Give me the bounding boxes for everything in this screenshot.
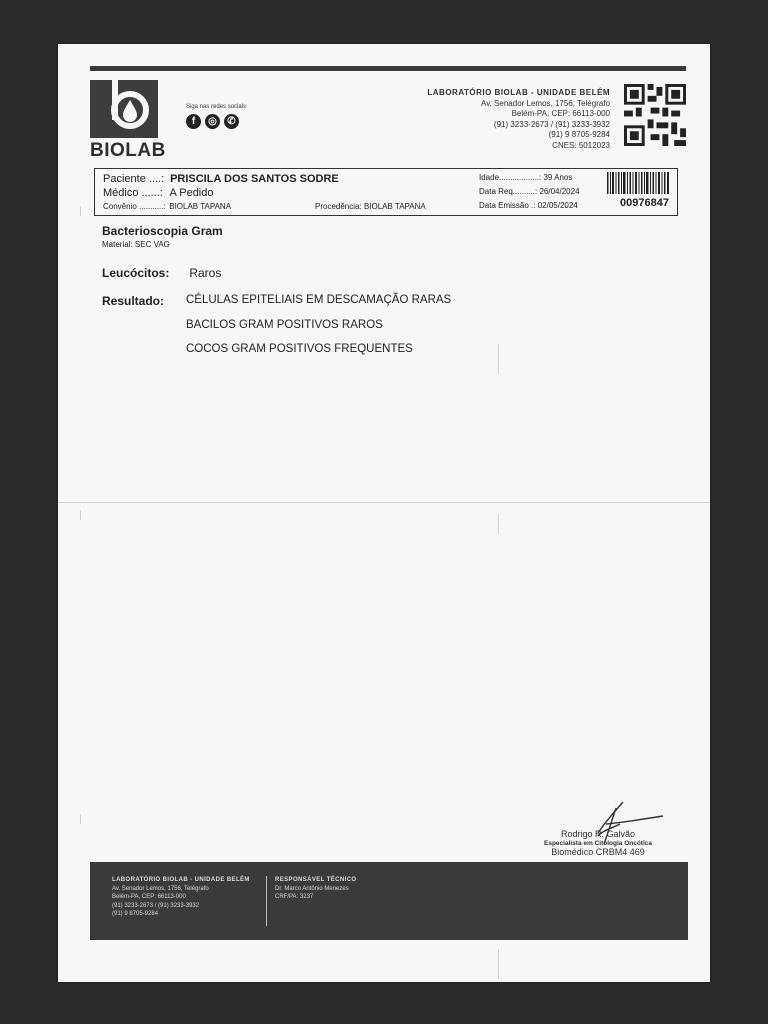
- whatsapp-icon[interactable]: ✆: [224, 114, 239, 129]
- lab-contact-info: LABORATÓRIO BIOLAB - UNIDADE BELÉM Av. Senador Lemos, 1756, Telégrafo Belém-PA, CEP: 66113-000 (91) 3233-2673 / (91) 3233-3932 (91) 9 8705-9284 CNES: 5012023: [427, 88, 610, 150]
- scan-mark: [498, 344, 499, 374]
- scan-mark: [80, 510, 81, 520]
- patient-name: PRISCILA DOS SANTOS SODRE: [170, 173, 339, 185]
- scan-mark: [498, 514, 499, 534]
- scan-mark: [498, 949, 499, 979]
- result-line: CÉLULAS EPITELIAIS EM DESCAMAÇÃO RARAS: [186, 294, 452, 306]
- material-line: Material: SEC VAG: [102, 240, 170, 249]
- origin: BIOLAB TAPANA: [363, 202, 426, 211]
- doctor-name: A Pedido: [169, 187, 214, 199]
- header-bar: [90, 66, 686, 71]
- barcode: [607, 172, 669, 194]
- result-line: BACILOS GRAM POSITIVOS RAROS: [186, 319, 383, 331]
- footer: [90, 862, 688, 940]
- scan-mark: [80, 814, 81, 824]
- document-page: BIOLAB Siga nas redes sociais f ◎ ✆ LABORATÓRIO BIOLAB - UNIDADE BELÉM Av. Senador Lemos, 1756, Telégrafo Belém-PA, CEP: 66113-000 (91) 3233-2673 / (91) 3233-3932 (91) 9 8705-9284 CNES: 5012023 Paciente ....: PRISCILA DOS SANTOS SODRE Médico ......: A Pedido Convênio ...........: BIOLAB TAPANA Procedência: BIOLAB TAPANA Idade..................: 39 Anos Data Req..........: 26/04/2024 Data Emissão .: 02/05/2024 00976847 Bacterioscopia Gram Material: SEC VAG Leucócitos: Raros Resultado: CÉLULAS EPITELIAIS EM DESCAMAÇÃO RARAS BACILOS GRAM POSITIVOS RAROS COCOS GRAM POSITIVOS FREQUENTES Rodrigo R. Galvão Especialista em Citologia Oncótica Biomédico CRBM4 469 LABORATÓRIO BIOLAB - UNIDADE BELÉM Av. Senador Lemos, 1756, Telégrafo Belém-PA, CEP: 66113-000 (91) 3233-2673 / (91) 3233-3932 (91) 9 8705-9284 RESPONSÁVEL TÉCNICO Dr. Marco Antônio Menezes CRF/PA: 3237: [58, 44, 710, 982]
- facebook-icon[interactable]: f: [186, 114, 201, 129]
- fold-line: [58, 502, 710, 503]
- social-links: Siga nas redes sociais f ◎ ✆: [186, 104, 247, 127]
- signature-block: Rodrigo R. Galvão Especialista em Citologia Oncótica Biomédico CRBM4 469: [544, 829, 653, 857]
- qr-code: [624, 84, 686, 146]
- barcode-number: 00976847: [620, 197, 669, 209]
- scan-mark: [80, 206, 81, 216]
- insurance: BIOLAB TAPANA: [169, 202, 232, 211]
- result-line: COCOS GRAM POSITIVOS FREQUENTES: [186, 343, 413, 355]
- biolab-logo: BIOLAB: [90, 80, 158, 160]
- footer-lab-info: LABORATÓRIO BIOLAB - UNIDADE BELÉM Av. Senador Lemos, 1756, Telégrafo Belém-PA, CEP: 66113-000 (91) 3233-2673 / (91) 3233-3932 (91) 9 8705-9284: [112, 877, 250, 917]
- request-date: 26/04/2024: [539, 187, 580, 196]
- exam-title: Bacterioscopia Gram: [102, 224, 223, 238]
- issue-date: 02/05/2024: [537, 201, 578, 210]
- age: 39 Anos: [543, 173, 573, 182]
- leucocytes-line: Leucócitos: Raros: [102, 266, 222, 280]
- patient-info-box: Paciente ....: PRISCILA DOS SANTOS SODRE Médico ......: A Pedido Convênio ...........: BIOLAB TAPANA Procedência: BIOLAB TAPANA Idade..................: 39 Anos Data Req..........: 26/04/2024 Data Emissão .: 02/05/2024 00976847: [94, 168, 678, 216]
- instagram-icon[interactable]: ◎: [205, 114, 220, 129]
- leucocytes-value: Raros: [189, 266, 222, 280]
- footer-technical-responsible: RESPONSÁVEL TÉCNICO Dr. Marco Antônio Menezes CRF/PA: 3237: [266, 876, 357, 926]
